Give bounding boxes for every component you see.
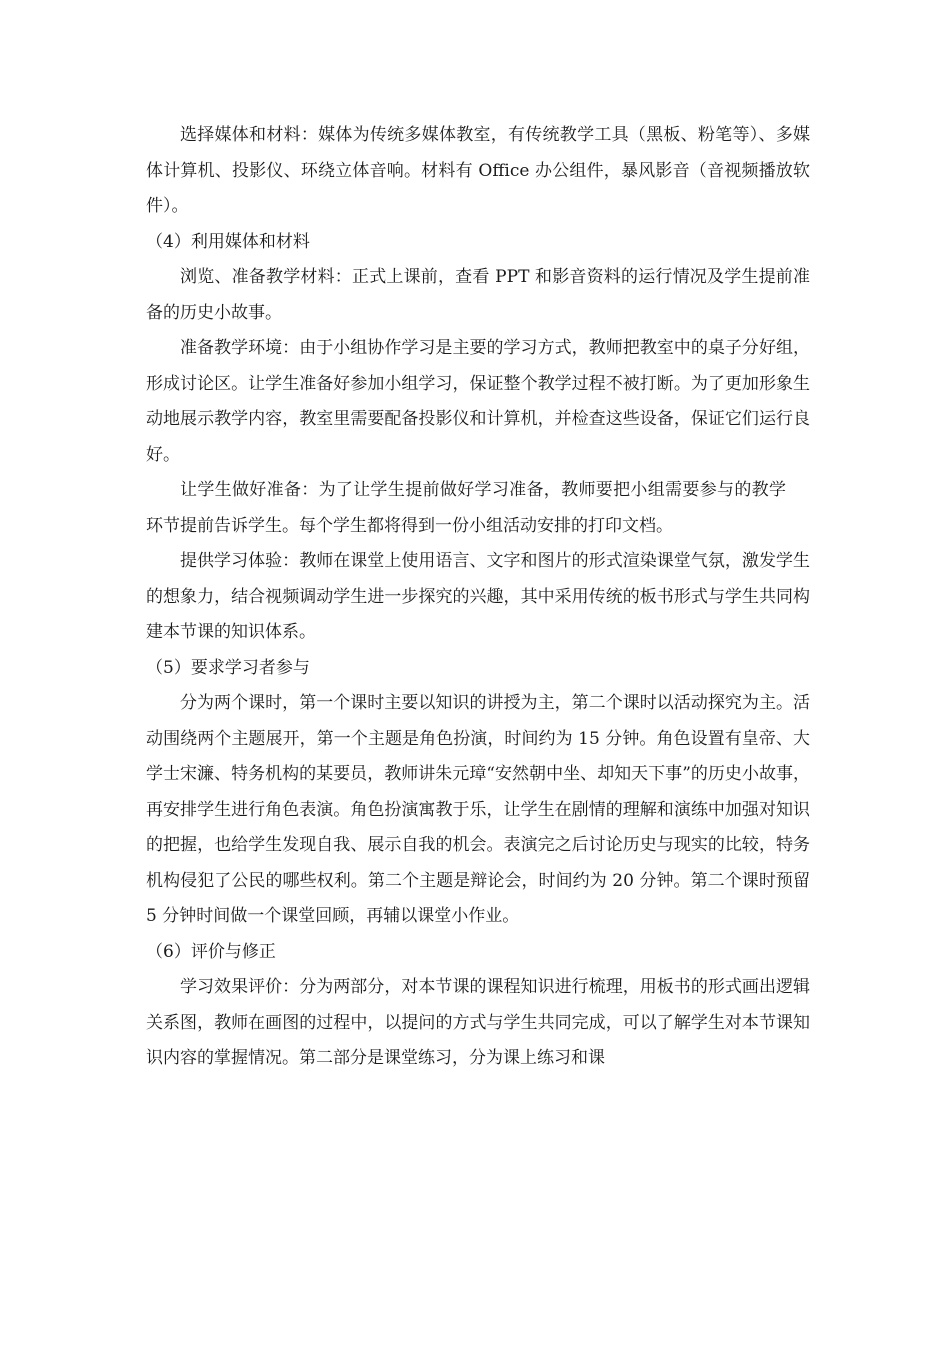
paragraph-evaluation: 学习效果评价：分为两部分，对本节课的课程知识进行梳理，用板书的形式画出逻辑关系图，教师在画图的过程中，以提问的方式与学生共同完成，可以了解学生对本节课知识内容的掌握情况。第二部分是课堂练习，分为课上练习和课 <box>146 977 810 1068</box>
paragraph-browse-materials: 浏览、准备教学材料：正式上课前，查看 PPT 和影音资料的运行情况及学生提前准备的历史小故事。 <box>146 267 810 323</box>
document-page <box>146 118 810 1077</box>
paragraph-media-selection: 选择媒体和材料：媒体为传统多媒体教室，有传统教学工具（黑板、粉笔等）、多媒体计算机、投影仪、环绕立体音响。材料有 Office 办公组件，暴风影音（音视频播放软件）。 <box>146 125 810 216</box>
section-heading-5: （5）要求学习者参与 <box>146 657 310 678</box>
paragraph-participation: 分为两个课时，第一个课时主要以知识的讲授为主，第二个课时以活动探究为主。活动围绕两个主题展开，第一个主题是角色扮演，时间约为 15 分钟。角色设置有皇帝、大学士宋濂、特务机构的某要员，教师讲朱元璋“安然朝中坐、却知天下事”的历史小故事，再安排学生进行角色表演。角色扮演寓教于乐，让学生在剧情的理解和演练中加强对知识的把握，也给学生发现自我、展示自我的机会。表演完之后讨论历史与现实的比较，特务机构侵犯了公民的哪些权利。第二个主题是辩论会，时间约为 20 分钟。第二个课时预留 5 分钟时间做一个课堂回顾，再辅以课堂小作业。 <box>146 693 810 926</box>
paragraph-prepare-environment: 准备教学环境：由于小组协作学习是主要的学习方式，教师把教室中的桌子分好组，形成讨论区。让学生准备好参加小组学习，保证整个教学过程不被打断。为了更加形象生动地展示教学内容，教室里需要配备投影仪和计算机，并检查这些设备，保证它们运行良好。 <box>146 338 810 465</box>
section-heading-4: （4）利用媒体和材料 <box>146 231 310 252</box>
section-heading-6: （6）评价与修正 <box>146 941 276 962</box>
paragraph-prepare-students: 让学生做好准备：为了让学生提前做好学习准备，教师要把小组需要参与的教学环节提前告诉学生。每个学生都将得到一份小组活动安排的打印文档。 <box>146 480 786 536</box>
paragraph-learning-experience: 提供学习体验：教师在课堂上使用语言、文字和图片的形式渲染课堂气氛，激发学生的想象力，结合视频调动学生进一步探究的兴趣，其中采用传统的板书形式与学生共同构建本节课的知识体系。 <box>146 551 810 642</box>
